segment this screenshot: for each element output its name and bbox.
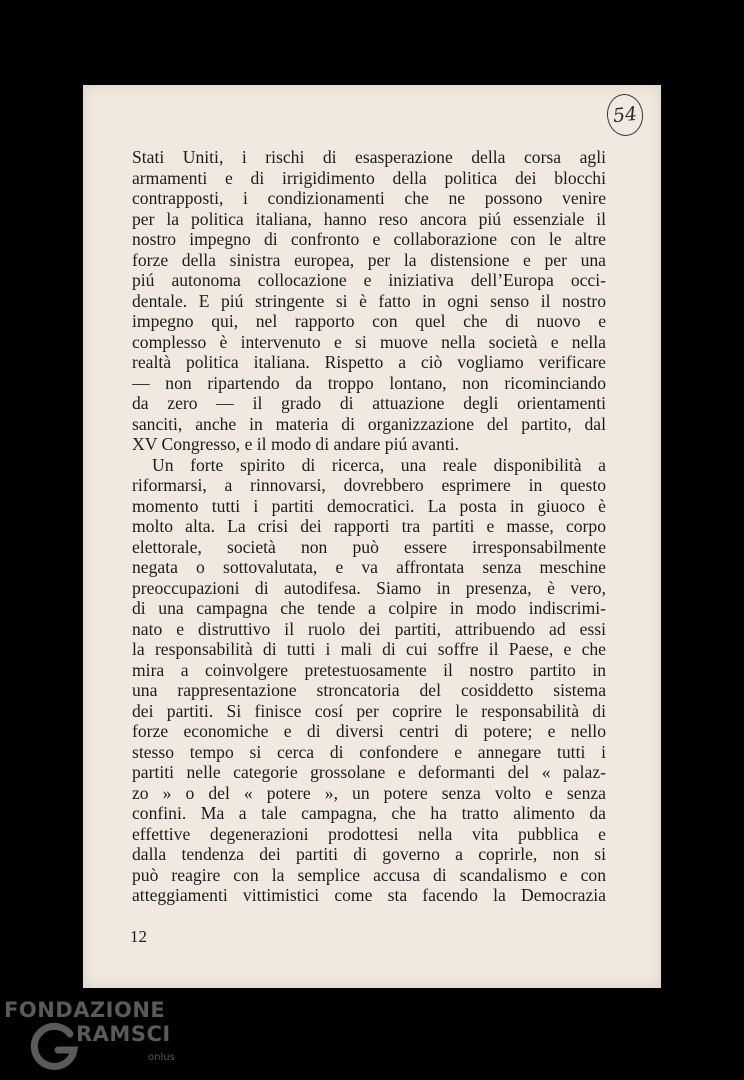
body-text — [132, 147, 606, 906]
text-line: realtà politica italiana. Rispetto a ciò vogliamo verificare — [132, 352, 606, 372]
text-line: nostro impegno di confronto e collaborazione con le altre — [132, 229, 606, 249]
text-line: partiti nelle categorie grossolane e deformanti del « palaz- — [132, 762, 606, 782]
text-line: complesso è intervenuto e si muove nella società e nella — [132, 331, 606, 352]
text-line: forze della sinistra europea, per la distensione e per una — [132, 249, 606, 270]
text-line: armamenti e di irrigidimento della politica dei blocchi — [132, 167, 606, 188]
text-line: stesso tempo si cerca di confondere e annegare tutti i — [132, 741, 606, 762]
text-line: negata o sottovalutata, e va affrontata senza meschine — [132, 557, 606, 577]
logo-text-gramsci: RAMSCI — [76, 1022, 171, 1046]
text-line: può reagire con la semplice accusa di scandalismo e con — [132, 864, 606, 885]
text-line: riformarsi, a rinnovarsi, dovrebbero esprimere in questo — [132, 475, 606, 495]
text-line: confini. Ma a tale campagna, che ha tratto alimento da — [132, 803, 606, 823]
logo-text-fondazione: FONDAZIONE — [4, 998, 166, 1022]
text-line: zo » o del « potere », un potere senza volto e senza — [132, 782, 606, 803]
text-line: Un forte spirito di ricerca, una reale disponibilità a — [152, 454, 606, 475]
text-line: molto alta. La crisi dei rapporti tra partiti e masse, corpo — [132, 516, 606, 536]
archive-page-number-stamp: 54 — [605, 92, 645, 138]
text-line: preoccupazioni di autodifesa. Siamo in presenza, è vero, — [132, 577, 606, 598]
text-line: sanciti, anche in materia di organizzazione del partito, dal — [132, 413, 606, 434]
text-line: forze economiche e di diversi centri di potere; e nello — [132, 721, 606, 741]
text-line: una rappresentazione stroncatoria del cosiddetto sistema — [132, 680, 606, 700]
text-line: effettive degenerazioni prodottesi nella vita pubblica e — [132, 823, 606, 844]
document-page — [83, 85, 661, 988]
fondazione-gramsci-logo — [4, 998, 184, 1076]
text-line: dentale. E piú stringente si è fatto in ogni senso il nostro — [132, 290, 606, 311]
logo-g-mark-icon — [30, 1020, 80, 1072]
text-line: momento tutti i partiti democratici. La posta in giuoco è — [132, 495, 606, 516]
logo-text-onlus: onlus — [148, 1052, 175, 1063]
text-line: mira a coinvolgere pretestuosamente il nostro partito in — [132, 659, 606, 680]
text-line: piú autonoma collocazione e iniziativa dell’Europa occi- — [132, 270, 606, 290]
text-line: — non ripartendo da troppo lontano, non ricominciando — [132, 372, 606, 393]
text-line: per la politica italiana, hanno reso ancora piú essenziale il — [132, 208, 606, 229]
text-line: impegno qui, nel rapporto con quel che di nuovo e — [132, 311, 606, 331]
text-line: dalla tendenza dei partiti di governo a coprirle, non si — [132, 844, 606, 864]
text-line: dei partiti. Si finisce cosí per coprire le responsabilità di — [132, 700, 606, 721]
text-line: XV Congresso, e il modo di andare piú avanti. — [132, 434, 460, 454]
text-line: da zero — il grado di attuazione degli orientamenti — [132, 393, 606, 413]
text-line: nato e distruttivo il ruolo dei partiti, attribuendo ad essi — [132, 618, 606, 639]
text-line: la responsabilità di tutti i mali di cui soffre il Paese, e che — [132, 639, 606, 659]
text-line: di una campagna che tende a colpire in modo indiscrimi- — [132, 598, 606, 618]
page-number: 12 — [130, 927, 147, 946]
text-line: atteggiamenti vittimistici come sta facendo la Democrazia — [132, 885, 606, 905]
text-line: elettorale, società non può essere irresponsabilmente — [132, 536, 606, 557]
text-line: contrapposti, i condizionamenti che ne possono venire — [132, 188, 606, 208]
text-line: Stati Uniti, i rischi di esasperazione della corsa agli — [132, 147, 606, 167]
